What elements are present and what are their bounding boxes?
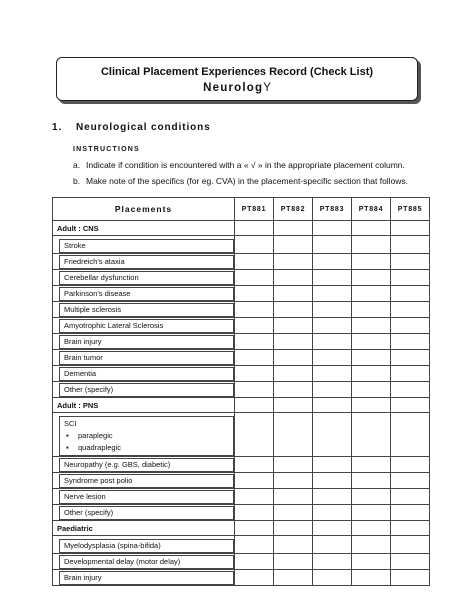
- condition-cell: [53, 254, 235, 270]
- check-cell[interactable]: [235, 457, 274, 473]
- check-cell[interactable]: [352, 489, 391, 505]
- condition-label: Other (specify): [59, 383, 234, 397]
- check-cell[interactable]: [352, 536, 391, 554]
- check-cell[interactable]: [274, 554, 313, 570]
- check-cell[interactable]: [391, 457, 430, 473]
- check-cell[interactable]: [391, 270, 430, 286]
- condition-label: Amyotrophic Lateral Sclerosis: [59, 319, 234, 333]
- condition-cell: [53, 382, 235, 398]
- check-cell[interactable]: [352, 302, 391, 318]
- check-cell[interactable]: [235, 270, 274, 286]
- condition-cell: [53, 505, 235, 521]
- condition-label: Syndrome post polio: [59, 474, 234, 488]
- check-cell[interactable]: [235, 505, 274, 521]
- check-cell[interactable]: [391, 398, 430, 413]
- check-cell[interactable]: [391, 570, 430, 586]
- check-cell[interactable]: [235, 334, 274, 350]
- sci-subitem: [64, 442, 233, 454]
- check-cell[interactable]: [391, 318, 430, 334]
- check-cell[interactable]: [274, 570, 313, 586]
- check-cell[interactable]: [352, 270, 391, 286]
- section-number: 1.: [52, 122, 63, 133]
- table-row: [53, 254, 430, 270]
- table-row: [53, 318, 430, 334]
- check-cell[interactable]: [313, 366, 352, 382]
- condition-label: Nerve lesion: [59, 490, 234, 504]
- condition-label: Brain tumor: [59, 351, 234, 365]
- check-cell[interactable]: [352, 286, 391, 302]
- check-cell[interactable]: [274, 318, 313, 334]
- check-cell[interactable]: [352, 413, 391, 457]
- check-cell[interactable]: [391, 536, 430, 554]
- check-cell[interactable]: [274, 382, 313, 398]
- group-label: Paediatric: [53, 521, 235, 536]
- check-cell[interactable]: [391, 334, 430, 350]
- condition-cell: [53, 457, 235, 473]
- check-cell[interactable]: [235, 254, 274, 270]
- check-cell[interactable]: [352, 334, 391, 350]
- check-cell[interactable]: [313, 270, 352, 286]
- check-cell[interactable]: [274, 489, 313, 505]
- check-cell[interactable]: [235, 413, 274, 457]
- check-cell[interactable]: [313, 521, 352, 536]
- check-cell[interactable]: [352, 382, 391, 398]
- column-header-pt884: PT884: [352, 198, 391, 221]
- check-cell[interactable]: [274, 398, 313, 413]
- instruction-letter: a.: [73, 160, 81, 170]
- check-cell[interactable]: [274, 366, 313, 382]
- subtitle-main: Neurolog: [203, 82, 264, 94]
- condition-cell: [53, 473, 235, 489]
- table-row: [53, 473, 430, 489]
- check-cell[interactable]: [235, 318, 274, 334]
- check-cell[interactable]: [313, 236, 352, 254]
- check-cell[interactable]: [235, 236, 274, 254]
- check-cell[interactable]: [391, 254, 430, 270]
- check-cell[interactable]: [352, 221, 391, 236]
- condition-label: Myelodysplasia (spina-bifida): [59, 539, 234, 553]
- condition-label: Brain injury: [59, 335, 234, 349]
- check-cell[interactable]: [274, 473, 313, 489]
- check-cell[interactable]: [274, 505, 313, 521]
- check-cell[interactable]: [352, 236, 391, 254]
- table-row: [53, 350, 430, 366]
- check-cell[interactable]: [274, 270, 313, 286]
- check-cell[interactable]: [274, 236, 313, 254]
- check-cell[interactable]: [274, 457, 313, 473]
- condition-label: Brain injury: [59, 571, 234, 585]
- check-cell[interactable]: [352, 457, 391, 473]
- instruction-b: [73, 176, 408, 186]
- check-cell[interactable]: [313, 505, 352, 521]
- check-cell[interactable]: [274, 302, 313, 318]
- table-row: [53, 457, 430, 473]
- condition-label: SCI: [64, 419, 77, 428]
- table-row: [53, 286, 430, 302]
- check-cell[interactable]: [391, 286, 430, 302]
- table-row: [53, 536, 430, 554]
- check-cell[interactable]: [274, 334, 313, 350]
- check-cell[interactable]: [391, 554, 430, 570]
- table-row: [53, 489, 430, 505]
- column-header-pt882: PT882: [274, 198, 313, 221]
- check-cell[interactable]: [235, 302, 274, 318]
- condition-cell: [53, 302, 235, 318]
- condition-label: Other (specify): [59, 506, 234, 520]
- group-label: Adult : CNS: [53, 221, 235, 236]
- check-cell[interactable]: [391, 521, 430, 536]
- check-cell[interactable]: [235, 366, 274, 382]
- sci-subitem-label: paraplegic: [78, 431, 113, 440]
- check-cell[interactable]: [352, 570, 391, 586]
- subtitle-tail: Y: [263, 82, 271, 94]
- check-cell[interactable]: [274, 221, 313, 236]
- sci-cell: [53, 413, 235, 457]
- table-row: [53, 270, 430, 286]
- condition-cell: [53, 536, 235, 554]
- condition-label: Friedreich's ataxia: [59, 255, 234, 269]
- table-row: [53, 554, 430, 570]
- condition-label: Multiple sclerosis: [59, 303, 234, 317]
- check-cell[interactable]: [313, 473, 352, 489]
- condition-cell: [53, 554, 235, 570]
- check-cell[interactable]: [313, 286, 352, 302]
- condition-cell: [53, 270, 235, 286]
- check-cell[interactable]: [313, 554, 352, 570]
- check-cell[interactable]: [235, 350, 274, 366]
- check-cell[interactable]: [391, 350, 430, 366]
- check-cell[interactable]: [235, 570, 274, 586]
- check-cell[interactable]: [391, 505, 430, 521]
- check-cell[interactable]: [391, 302, 430, 318]
- column-header-pt885: PT885: [391, 198, 430, 221]
- condition-label: Dementia: [59, 367, 234, 381]
- condition-cell: [53, 570, 235, 586]
- check-cell[interactable]: [274, 286, 313, 302]
- condition-label: Neuropathy (e.g. GBS, diabetic): [59, 458, 234, 472]
- check-cell[interactable]: [274, 350, 313, 366]
- condition-cell: [53, 236, 235, 254]
- check-cell[interactable]: [274, 413, 313, 457]
- check-cell[interactable]: [352, 366, 391, 382]
- table-row: [53, 382, 430, 398]
- check-cell[interactable]: [352, 350, 391, 366]
- check-cell[interactable]: [313, 457, 352, 473]
- title-box: [56, 57, 418, 101]
- group-row: [53, 398, 430, 413]
- instructions-label: INSTRUCTIONS: [73, 146, 140, 153]
- check-cell[interactable]: [313, 489, 352, 505]
- sci-box: [59, 416, 234, 456]
- check-cell[interactable]: [235, 398, 274, 413]
- check-cell[interactable]: [352, 254, 391, 270]
- section-heading: [52, 122, 211, 133]
- check-cell[interactable]: [352, 473, 391, 489]
- check-cell[interactable]: [352, 521, 391, 536]
- check-cell[interactable]: [391, 382, 430, 398]
- check-cell[interactable]: [352, 398, 391, 413]
- table-row: [53, 570, 430, 586]
- bullet-icon: ▪: [66, 431, 69, 440]
- check-cell[interactable]: [313, 536, 352, 554]
- instruction-a: [73, 160, 405, 170]
- check-cell[interactable]: [313, 302, 352, 318]
- check-cell[interactable]: [235, 221, 274, 236]
- check-cell[interactable]: [313, 382, 352, 398]
- section-title: Neurological conditions: [76, 122, 211, 133]
- check-cell[interactable]: [235, 286, 274, 302]
- check-cell[interactable]: [391, 413, 430, 457]
- table-row: [53, 505, 430, 521]
- condition-cell: [53, 334, 235, 350]
- check-cell[interactable]: [235, 536, 274, 554]
- condition-cell: [53, 318, 235, 334]
- condition-cell: [53, 350, 235, 366]
- placement-checklist-table: [52, 197, 430, 586]
- group-label: Adult : PNS: [53, 398, 235, 413]
- check-cell[interactable]: [235, 489, 274, 505]
- table-row: [53, 413, 430, 457]
- instruction-letter: b.: [73, 176, 81, 186]
- group-row: [53, 521, 430, 536]
- check-cell[interactable]: [274, 521, 313, 536]
- check-cell[interactable]: [313, 254, 352, 270]
- check-cell[interactable]: [313, 221, 352, 236]
- condition-cell: [53, 489, 235, 505]
- group-row: [53, 221, 430, 236]
- check-cell[interactable]: [391, 473, 430, 489]
- check-cell[interactable]: [313, 398, 352, 413]
- column-header-pt881: PT881: [235, 198, 274, 221]
- table-row: [53, 334, 430, 350]
- instruction-text: Make note of the specifics (for eg. CVA) in the placement-specific section that follows.: [86, 176, 409, 186]
- check-cell[interactable]: [313, 318, 352, 334]
- check-cell[interactable]: [313, 350, 352, 366]
- check-cell[interactable]: [235, 473, 274, 489]
- sci-subitem-label: quadraplegic: [78, 443, 121, 452]
- check-cell[interactable]: [274, 536, 313, 554]
- check-cell[interactable]: [235, 521, 274, 536]
- check-cell[interactable]: [313, 413, 352, 457]
- table-header-row: [53, 198, 430, 221]
- check-cell[interactable]: [313, 570, 352, 586]
- document-title: Clinical Placement Experiences Record (Check List): [100, 66, 374, 78]
- check-cell[interactable]: [235, 382, 274, 398]
- condition-label: Developmental delay (motor delay): [59, 555, 234, 569]
- placements-header: Placements: [53, 198, 235, 221]
- check-cell[interactable]: [391, 489, 430, 505]
- condition-label: Parkinson's disease: [59, 287, 234, 301]
- table-row: [53, 366, 430, 382]
- check-cell[interactable]: [391, 236, 430, 254]
- check-cell[interactable]: [391, 366, 430, 382]
- table-row: [53, 236, 430, 254]
- condition-label: Cerebellar dysfunction: [59, 271, 234, 285]
- check-cell[interactable]: [352, 318, 391, 334]
- check-cell[interactable]: [352, 554, 391, 570]
- bullet-icon: ▪: [66, 443, 69, 452]
- table-row: [53, 302, 430, 318]
- check-cell[interactable]: [391, 221, 430, 236]
- condition-cell: [53, 366, 235, 382]
- instruction-text: Indicate if condition is encountered with a « √ » in the appropriate placement column.: [86, 160, 405, 170]
- check-cell[interactable]: [352, 505, 391, 521]
- check-cell[interactable]: [274, 254, 313, 270]
- document-subtitle: [57, 82, 417, 94]
- column-header-pt883: PT883: [313, 198, 352, 221]
- sci-subitem: [64, 430, 233, 442]
- check-cell[interactable]: [313, 334, 352, 350]
- condition-label: Stroke: [59, 239, 234, 253]
- condition-cell: [53, 286, 235, 302]
- check-cell[interactable]: [235, 554, 274, 570]
